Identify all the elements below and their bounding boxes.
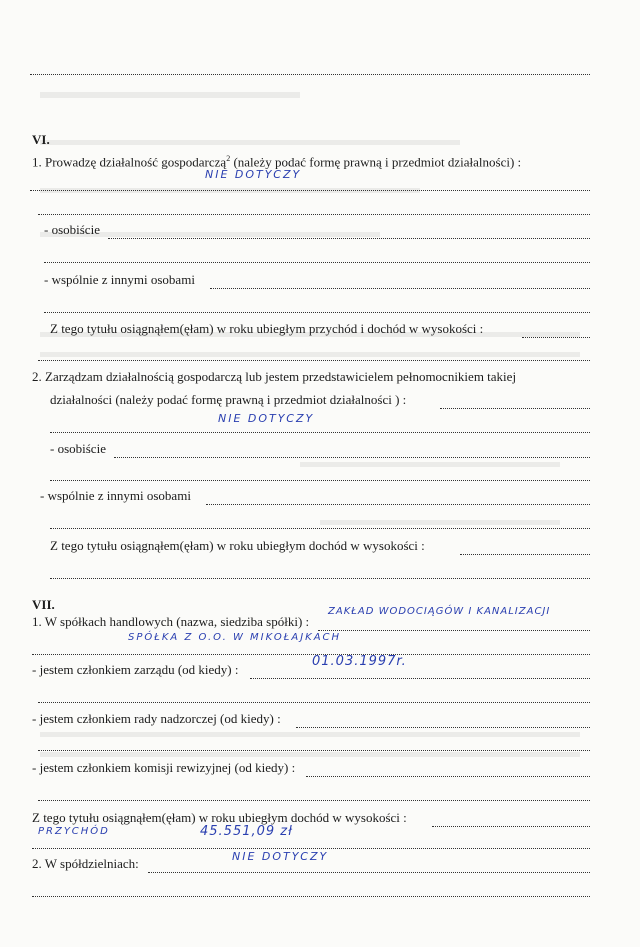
vii-q1-income-label: Z tego tytułu osiągnąłem(ęłam) w roku ubiegłym dochód w wysokości : [32,810,407,825]
vi-q1-income-line[interactable] [522,323,590,338]
vi-q2-jointly-line-2[interactable] [50,514,590,529]
vi-q2-answer-line[interactable] [50,418,590,433]
vi-q2-income-line-2[interactable] [50,564,590,579]
vi-q1-label: 1. Prowadzę działalność gospodarczą$^2$ (należy podać formę prawną i przedmiot działalności) : [32,154,522,170]
vii-q1-handwritten-line-2: SPÓŁKA Z O.O. W MIKOŁAJKACH [128,632,342,643]
vi-q2-personally: - osobiście [50,441,106,456]
vi-q1-line-2[interactable] [38,200,590,215]
vi-q1-handwritten-answer: NIE DOTYCZY [205,168,302,181]
vii-q1-board-line-2[interactable] [38,688,590,703]
vi-q2-jointly-line[interactable] [206,490,590,505]
vi-q2-label: 2. Zarządzam działalnością gospodarczą lub jestem przedstawicielem pełnomocnikiem takiej [32,369,517,384]
vii-q1-label: 1. W spółkach handlowych (nazwa, siedziba spółki) : [32,614,310,629]
vii-q1-income-type-handwritten: PRZYCHÓD [38,826,110,837]
vii-q1-board-line[interactable] [250,664,590,679]
vii-q2-handwritten-answer: NIE DOTYCZY [232,850,329,863]
top-dotted-line [30,60,590,75]
vi-q2-handwritten-answer: NIE DOTYCZY [218,412,315,425]
section-vii-heading: VII. [32,597,55,612]
vii-q1-audit-line[interactable] [306,762,590,777]
vi-q2-label-cont: działalności (należy podać formę prawną i przedmiot działalności ) : [50,392,407,407]
vii-q1-board-handwritten: 01.03.1997r. [312,654,407,669]
vii-q1-income-line[interactable] [432,812,590,827]
vi-q1-personally: - osobiście [44,222,100,237]
vii-q1-board-label: - jestem członkiem zarządu (od kiedy) : [32,662,239,677]
vi-q1-jointly-line[interactable] [210,274,590,289]
vi-q2-income-line[interactable] [460,540,590,555]
vii-q1-income-amount-handwritten: 45.551,09 zł [200,824,293,839]
vi-q1-personally-line-2[interactable] [44,248,590,263]
vii-q1-audit-label: - jestem członkiem komisji rewizyjnej (od kiedy) : [32,760,296,775]
vi-q2-personally-line-2[interactable] [50,466,590,481]
vii-q1-supervisory-line-2[interactable] [38,736,590,751]
vii-q1-name-line[interactable] [318,616,590,631]
vi-q1-income-label: Z tego tytułu osiągnąłem(ęłam) w roku ubiegłym przychód i dochód w wysokości : [50,321,484,336]
vii-q1-income-amount-line[interactable] [32,834,590,849]
vii-q2-label: 2. W spółdzielniach: [32,856,139,871]
vi-q1-income-line-2[interactable] [38,346,590,361]
vi-q2-label-line[interactable] [440,394,590,409]
vii-q2-answer-line-2[interactable] [32,882,590,897]
vi-q1-jointly-line-2[interactable] [44,298,590,313]
vii-q1-supervisory-label: - jestem członkiem rady nadzorczej (od kiedy) : [32,711,281,726]
vi-q1-personally-line[interactable] [108,224,590,239]
vi-q2-jointly: - wspólnie z innymi osobami [40,488,191,503]
vi-q1-jointly: - wspólnie z innymi osobami [44,272,195,287]
vi-q2-personally-line[interactable] [114,443,590,458]
section-vi-heading: VI. [32,132,50,147]
vii-q1-handwritten-line-1: ZAKŁAD WODOCIĄGÓW I KANALIZACJI [328,606,551,617]
vi-q2-income-label: Z tego tytułu osiągnąłem(ęłam) w roku ubiegłym dochód w wysokości : [50,538,425,553]
vii-q1-audit-line-2[interactable] [38,786,590,801]
vi-q1-answer-line[interactable] [30,176,590,191]
vii-q2-answer-line[interactable] [148,858,590,873]
vii-q1-supervisory-line[interactable] [296,713,590,728]
